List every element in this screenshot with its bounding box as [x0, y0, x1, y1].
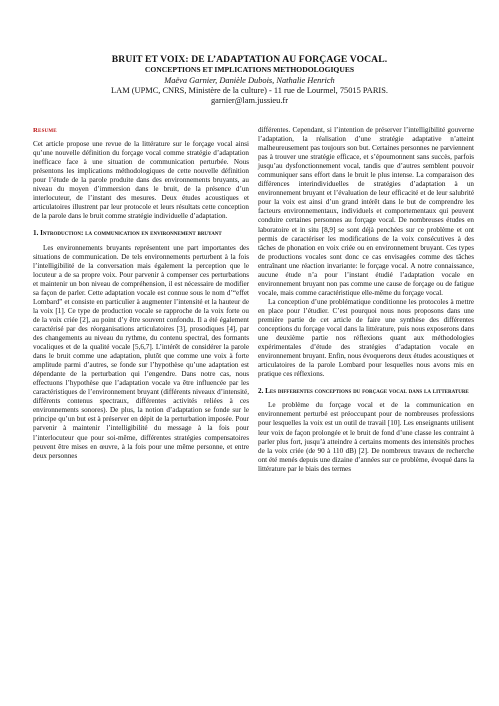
paper-authors: Maëva Garnier, Danièle Dubois, Nathalie Henrich	[164, 76, 335, 85]
right-paragraph-1: différentes. Cependant, si l’intention de préserver l’intelligibilité gouverne l’adaptation, la réalisation d’une stratégie adaptative n’atteint malheureusement pas toujours son but. Certaines personnes ne parviennent pas à trouver une stratégie efficace, et s’époumonnent sans succès, parfois jusqu’au dysfonctionnement vocal, tandis que d’autres semblent pouvoir communiquer sans effort dans le bruit le plus intense. La comparaison des différences interindividuelles de stratégies d’adaptation à un environnement bruyant et l’évaluation de leur efficacité et de leur salubrité pour la voix est ainsi d’un grand intérêt dans le but de comprendre les facteurs environnementaux, individuels et comportementaux qui peuvent conduire certaines personnes au forçage vocal. De nombreuses études en laboratoire et in situ [8,9] se sont déjà penchées sur ce problème et ont permis de caractériser les modifications de la voix consécutives à des tâches de phonation en voix criée ou en environnement bruyant. Ces types de productions vocales sont donc ce cas envisagées comme des tâches entraînant une réaction invariante: le forçage vocal. A notre connaissance, aucune étude n’a pour l’instant étudié l’adaptation vocale en environnement bruyant non pas comme une cause de forçage ou de fatigue vocale, mais comme caractéristique elle-même du forçage vocal.	[258, 126, 474, 297]
paper-affiliation: LAM (UPMC, CNRS, Ministère de la culture) - 11 rue de Lourmel, 75015 PARIS.	[111, 86, 388, 95]
right-paragraph-2: La conception d’une problématique conditionne les protocoles à mettre en place pour l’étudier. C’est pourquoi nous nous proposons dans une première partie de cet article de faire une synthèse des différentes conceptions du forçage vocal dans la littérature, puis nous exposerons dans une deuxième partie nos réflexions quant aux méthodologies expérimentales d’étude des stratégies d’adaptation vocale en environnement bruyant. Enfin, nous évoquerons deux études acoustiques et articulatoires de la parole Lombard pour lesquelles nous avons mis en pratique ces réflexions.	[258, 297, 474, 379]
resume-heading: Resume	[33, 127, 57, 134]
section-1-heading	[33, 229, 249, 238]
section-1-title: Introduction: la communication en environnement bruyant	[40, 229, 222, 238]
section-2-title: Les differentes conceptions du forçage vocal dans la litterature	[265, 387, 469, 396]
section-2-text: Le problème du forçage vocal et de la communication en environnement perturbé est préoccupant pour de nombreuses professions pour lesquelles la voix est un outil de travail [10]. Les enseignants utilisent leur voix de façon prolongée et le bruit de fond d’une classe les contraint à parler plus fort, jusqu’à atteindre à certains moments des intensités proches de la voix criée (de 90 à 110 dB) [2]. De nombreux travaux de recherche ont été menés depuis une dizaine d’années sur ce problème, évoqué dans la littérature par le biais des termes	[258, 401, 474, 473]
section-1-text: Les environnements bruyants représentent une part importantes des situations de communication. De tels environnements perturbent à la fois l’intelligibilité de la conversation mais également la perception que le locuteur a de sa propre voix. Pour parvenir à compenser ces perturbations et maintenir un bon niveau de compréhension, il est nécessaire de modifier sa façon de parler. Cette adaptation vocale est connue sous le nom d’“effet Lombard” et consiste en particulier à augmenter l’intensité et la hauteur de la voix [1]. Ce type de production vocale se rapproche de la voix forte ou de la voix criée [2], au point d’y être souvent confondu. Il a été également caractérisé par des réorganisations articulatoires [3], prosodiques [4], par des changements au niveau du rythme, du contenu spectral, des formants vocaliques et de la qualité vocale [5,6,7]. L’intérêt de considérer la parole dans le bruit comme une adaptation, plutôt que comme une voix à forte amplitude parmi d’autres, se fonde sur l’hypothèse qu’une adaptation est dépendante de la perturbation qui l’engendre. Dans notre cas, nous effectuons l’hypothèse que l’adaptation vocale va être influencée par les caractéristiques de l’environnement bruyant (différents niveaux d’intensité, différents contenus spectraux, différentes activités reliées à ces environnements sonores). De plus, la notion d’adaptation se fonde sur le principe qu’un but est à préserver en dépit de la perturbation imposée. Pour parvenir à maintenir l’intelligibilité du message à la fois pour l’interlocuteur que pour soi-même, différentes stratégies compensatoires peuvent être mises en œuvre, à la fois pour une même personne, et entre deux personnes	[33, 243, 249, 460]
section-1-number: 1.	[33, 229, 39, 238]
abstract-text: Cet article propose une revue de la littérature sur le forçage vocal ainsi qu’une nouvelle définition du forçage vocal comme stratégie d’adaptation inefficace face à une situation de communication perturbée. Nous présentons les implications méthodologiques de cette nouvelle définition pour l’étude de la parole produite dans des environnements bruyants, au niveau du moyen d’immersion dans le bruit, de la présence d’un interlocuteur, de l’instant des mesures. Deux études acoustiques et articulatoires illustrent par leur protocole et leurs résultats cette conception de la parole dans le bruit comme stratégie individuelle d’adaptation.	[33, 140, 249, 221]
left-column	[33, 126, 249, 461]
paper-header	[0, 54, 499, 106]
right-column	[258, 126, 474, 474]
paper-title: BRUIT ET VOIX: DE L’ADAPTATION AU FORÇAGE VOCAL.	[111, 54, 388, 65]
section-2-number: 2.	[258, 387, 264, 396]
section-2-heading	[258, 387, 474, 396]
paper-email: garnier@lam.jussieu.fr	[210, 96, 288, 105]
paper-subtitle: CONCEPTIONS ET IMPLICATIONS METHODOLOGIQUES	[144, 65, 355, 74]
